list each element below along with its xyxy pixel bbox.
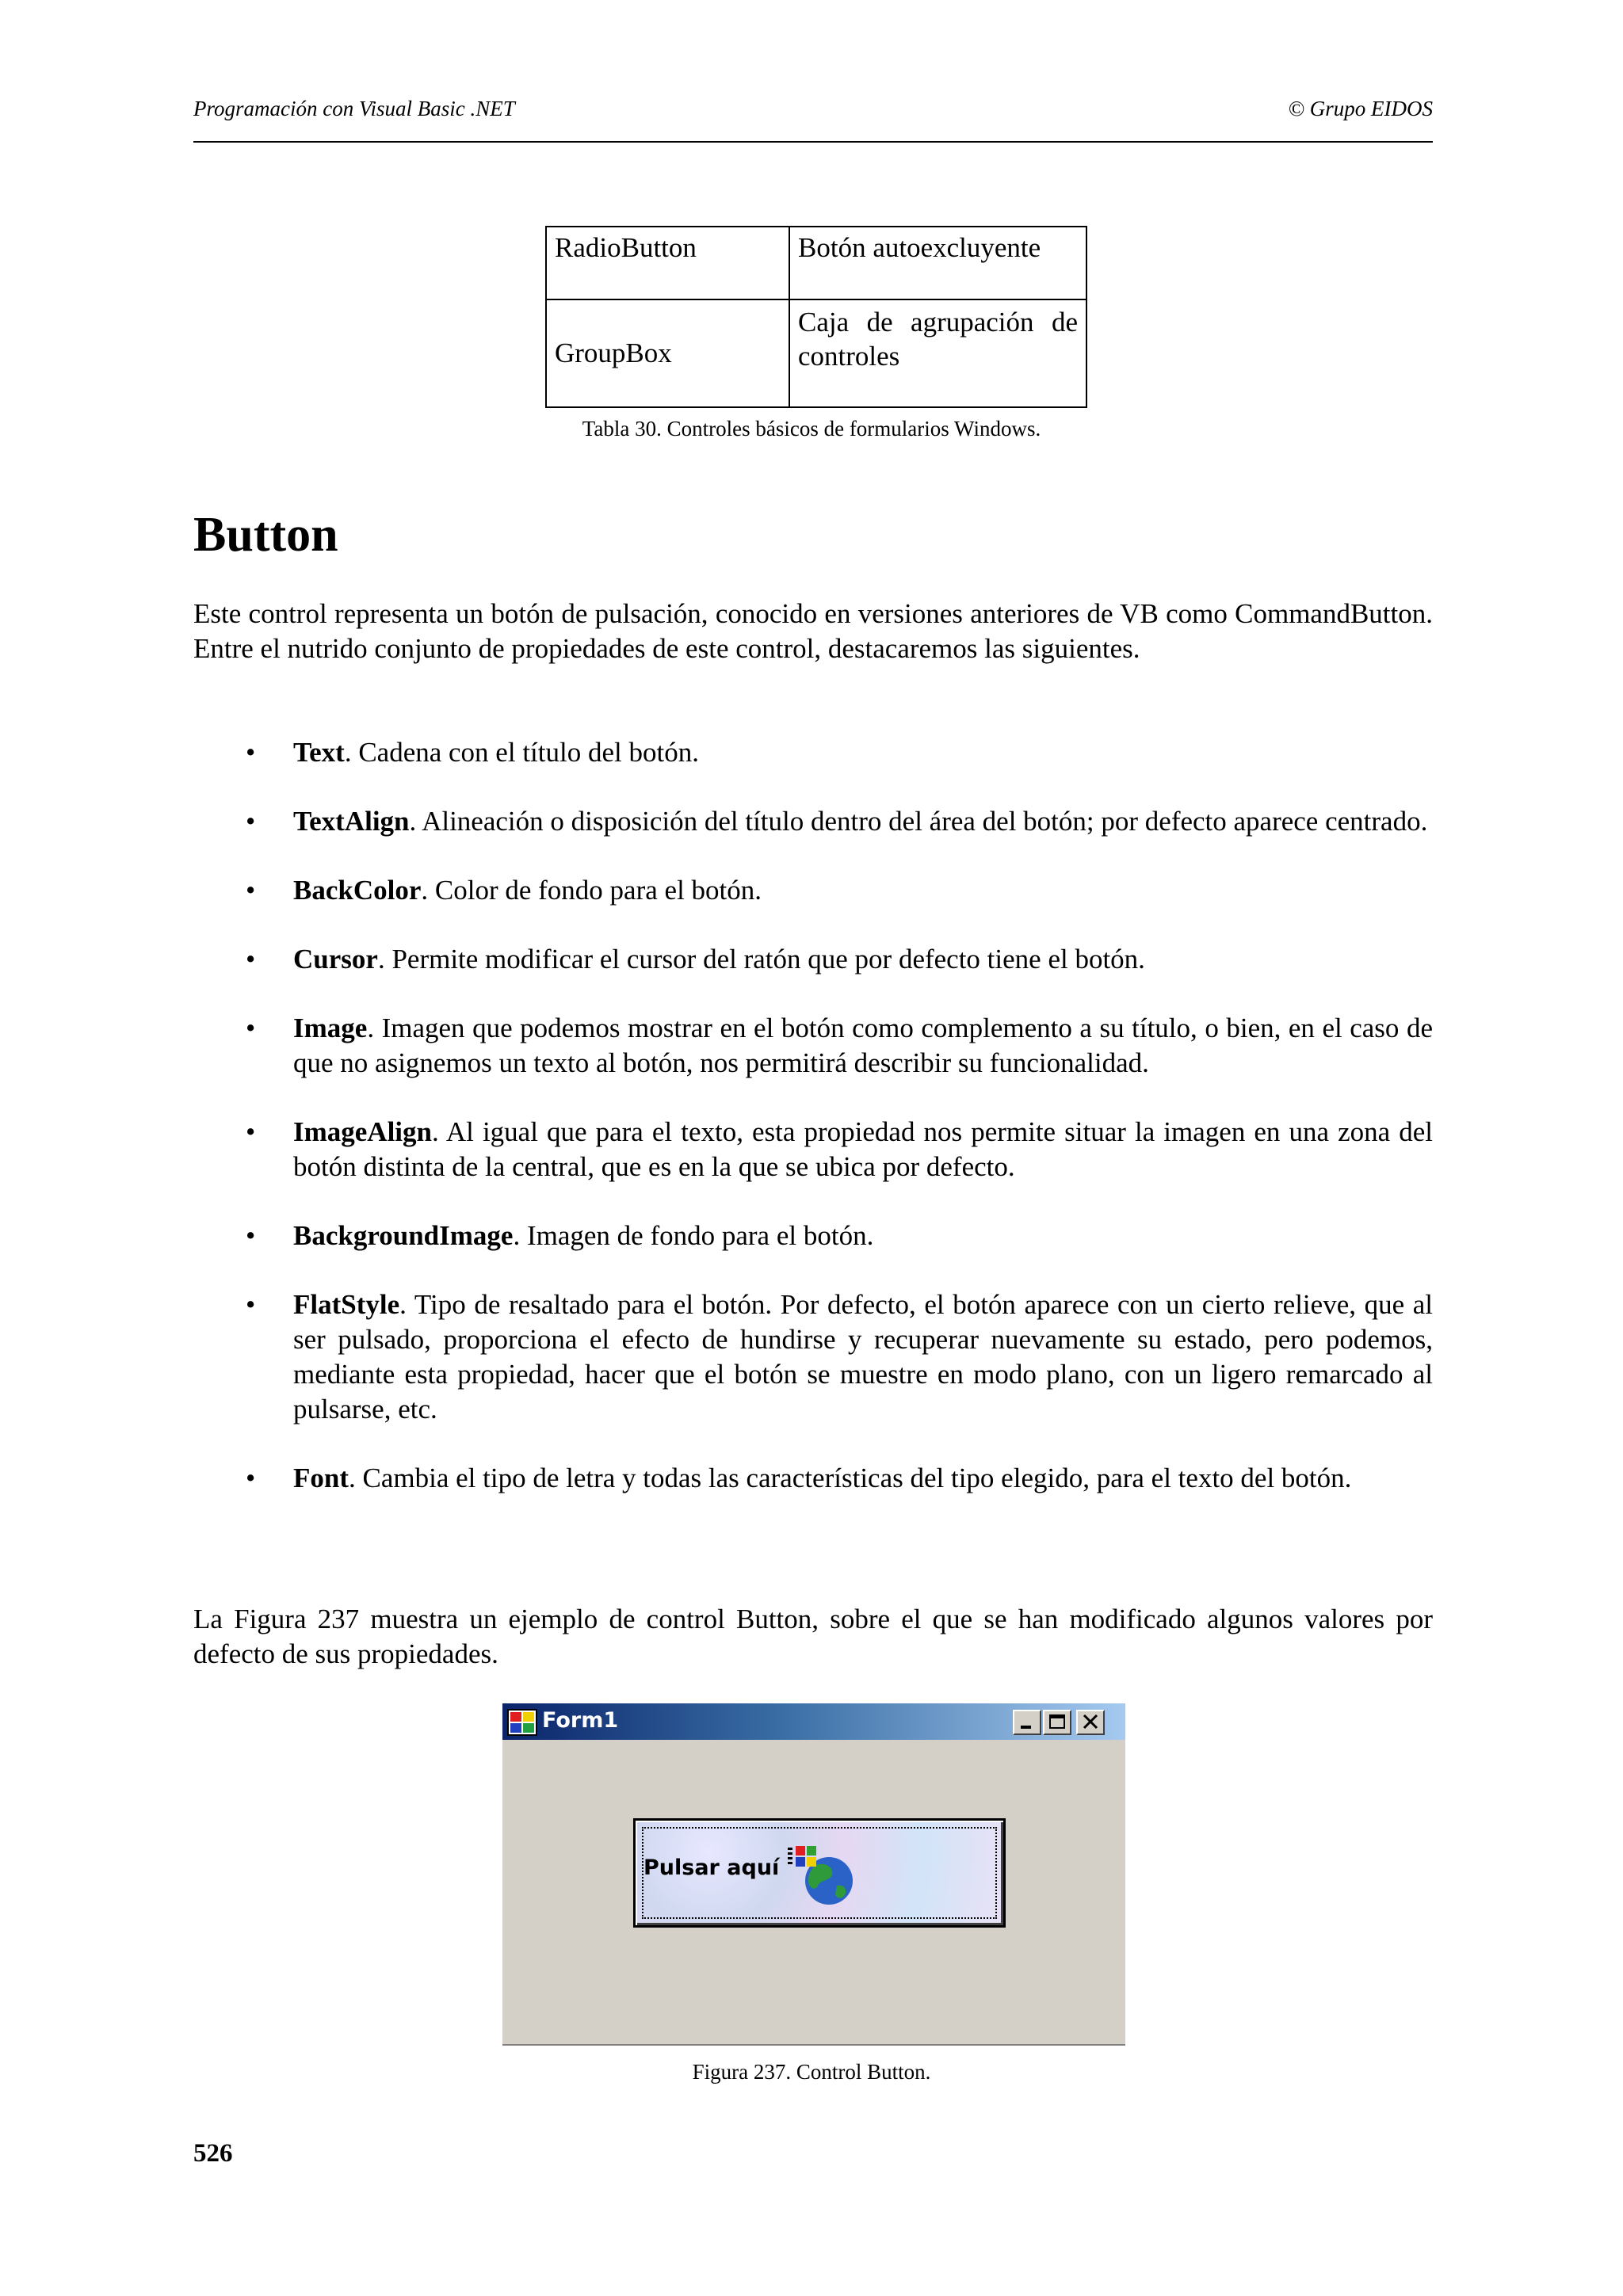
minimize-icon — [1014, 1711, 1040, 1733]
bullet-icon: • — [246, 806, 256, 837]
list-item — [193, 1115, 1433, 1184]
property-name: ImageAlign — [293, 1116, 432, 1147]
property-description: . Imagen que podemos mostrar en el botón como complemento a su título, o bien, en el caso de que no asignemos un texto al botón, nos permitirá describir su funcionalidad. — [293, 1013, 1433, 1078]
windows-globe-icon — [785, 1838, 857, 1911]
list-item — [193, 873, 1433, 908]
table-cell-control: GroupBox — [546, 299, 789, 407]
table-caption: Tabla 30. Controles básicos de formularios Windows. — [582, 417, 1041, 441]
maximize-button[interactable] — [1043, 1710, 1071, 1735]
section-intro-paragraph: Este control representa un botón de pulsación, conocido en versiones anteriores de VB como CommandButton. Entre el nutrido conjunto de propiedades de este control, destacaremos las siguientes. — [193, 598, 1433, 664]
table-row — [546, 299, 1086, 407]
list-item — [193, 735, 1433, 770]
list-item — [193, 1011, 1433, 1081]
property-name: Text — [293, 737, 345, 768]
bullet-icon: • — [246, 1289, 256, 1320]
figure-caption: Figura 237. Control Button. — [692, 2060, 931, 2084]
table-cell-description: Caja de agrupación de controles — [789, 299, 1086, 407]
window-title: Form1 — [542, 1708, 619, 1733]
property-description: . Tipo de resaltado para el botón. Por defecto, el botón aparece con un cierto relieve, que al ser pulsado, proporciona el efecto de hundirse y recuperar nuevamente su estado, pero podemos, mediante esta propiedad, hacer que el botón se muestre en modo plano, con un ligero remarcado al pulsarse, etc. — [293, 1289, 1433, 1425]
property-description: . Permite modificar el cursor del ratón que por defecto tiene el botón. — [377, 944, 1145, 974]
properties-list — [193, 735, 1433, 1530]
property-description: . Color de fondo para el botón. — [421, 875, 762, 906]
list-item — [193, 1219, 1433, 1253]
property-description: . Imagen de fondo para el botón. — [513, 1220, 874, 1251]
property-description: . Al igual que para el texto, esta propiedad nos permite situar la imagen en una zona del botón distinta de la central, que es en la que se ubica por defecto. — [293, 1116, 1433, 1182]
property-description: . Cadena con el título del botón. — [344, 737, 699, 768]
list-item — [193, 1287, 1433, 1427]
property-name: Font — [293, 1463, 349, 1493]
property-description: . Alineación o disposición del título dentro del área del botón; por defecto aparece centrado. — [409, 806, 1428, 837]
close-icon — [1078, 1711, 1103, 1733]
button-label: Pulsar aquí — [643, 1855, 780, 1880]
form-window-screenshot — [502, 1703, 1125, 2046]
window-titlebar — [502, 1703, 1125, 1740]
property-name: Image — [293, 1013, 368, 1043]
pulsar-aqui-button[interactable] — [633, 1818, 1006, 1928]
bullet-icon: • — [246, 1220, 256, 1251]
bullet-icon: • — [246, 1013, 256, 1043]
bullet-icon: • — [246, 875, 256, 906]
list-item — [193, 942, 1433, 977]
property-name: FlatStyle — [293, 1289, 400, 1320]
minimize-button[interactable] — [1013, 1710, 1041, 1735]
section-title: Button — [193, 508, 338, 562]
close-button[interactable] — [1076, 1710, 1105, 1735]
property-name: Cursor — [293, 944, 378, 974]
table-cell-control: RadioButton — [546, 227, 789, 299]
figure-intro-paragraph: La Figura 237 muestra un ejemplo de control Button, sobre el que se han modificado algunos valores por defecto de sus propiedades. — [193, 1604, 1433, 1669]
header-publisher: © Grupo EIDOS — [1288, 97, 1433, 120]
bullet-icon: • — [246, 1463, 256, 1493]
header-book-title: Programación con Visual Basic .NET — [193, 97, 515, 120]
bullet-icon: • — [246, 737, 256, 768]
page-number: 526 — [193, 2139, 233, 2168]
table-row — [546, 227, 1086, 299]
table-cell-description: Botón autoexcluyente — [789, 227, 1086, 299]
list-item — [193, 1461, 1433, 1496]
list-item — [193, 804, 1433, 839]
form-app-icon — [507, 1709, 537, 1736]
property-name: TextAlign — [293, 806, 410, 837]
property-name: BackColor — [293, 875, 422, 906]
bullet-icon: • — [246, 1116, 256, 1147]
maximize-icon — [1044, 1711, 1070, 1733]
running-header — [193, 95, 1433, 143]
controls-table — [545, 226, 1087, 408]
property-name: BackgroundImage — [293, 1220, 514, 1251]
bullet-icon: • — [246, 944, 256, 974]
property-description: . Cambia el tipo de letra y todas las características del tipo elegido, para el texto del botón. — [349, 1463, 1352, 1493]
